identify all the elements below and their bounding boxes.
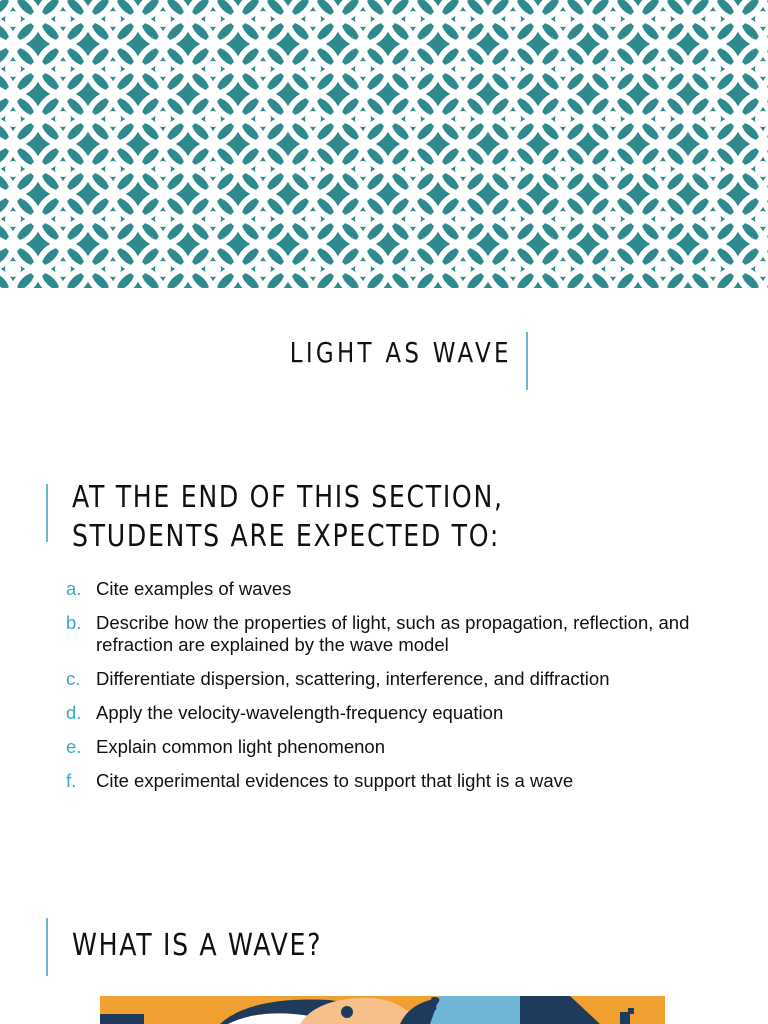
objective-text: Describe how the properties of light, such as propagation, reflection, and refraction are explained by the wave model (96, 612, 690, 655)
objectives-heading: AT THE END OF THIS SECTION, STUDENTS ARE EXPECTED TO: (72, 480, 504, 554)
title-accent-rule (526, 332, 528, 390)
objective-item-c (66, 668, 746, 690)
list-marker: e. (66, 736, 82, 757)
wave-accent-rule (46, 918, 48, 976)
objective-item-f (66, 770, 746, 792)
objective-item-b (66, 612, 746, 656)
list-marker: c. (66, 668, 81, 689)
what-is-a-wave-slide (0, 914, 768, 1024)
wave-heading: WHAT IS A WAVE? (72, 928, 323, 963)
objective-text: Cite experimental evidences to support that light is a wave (96, 770, 574, 791)
title-slide (0, 288, 768, 418)
list-marker: f. (66, 770, 77, 791)
objectives-accent-rule (46, 484, 48, 542)
objectives-list (66, 578, 746, 804)
list-marker: b. (66, 612, 82, 633)
list-marker: d. (66, 702, 82, 723)
objective-text: Apply the velocity-wavelength-frequency equation (96, 702, 504, 723)
objective-item-a (66, 578, 746, 600)
geometric-pattern-icon (0, 0, 768, 288)
objective-text: Explain common light phenomenon (96, 736, 385, 757)
slide-title: LIGHT AS WAVE (289, 336, 512, 369)
list-marker: a. (66, 578, 82, 599)
objective-item-e (66, 736, 746, 758)
decorative-pattern-band (0, 0, 768, 288)
wave-illustration (100, 996, 665, 1024)
objective-item-d (66, 702, 746, 724)
objective-text: Differentiate dispersion, scattering, interference, and diffraction (96, 668, 610, 689)
objective-text: Cite examples of waves (96, 578, 292, 599)
cartoon-illustration-icon (100, 996, 665, 1024)
question-mark-icon: ? (430, 996, 441, 1015)
